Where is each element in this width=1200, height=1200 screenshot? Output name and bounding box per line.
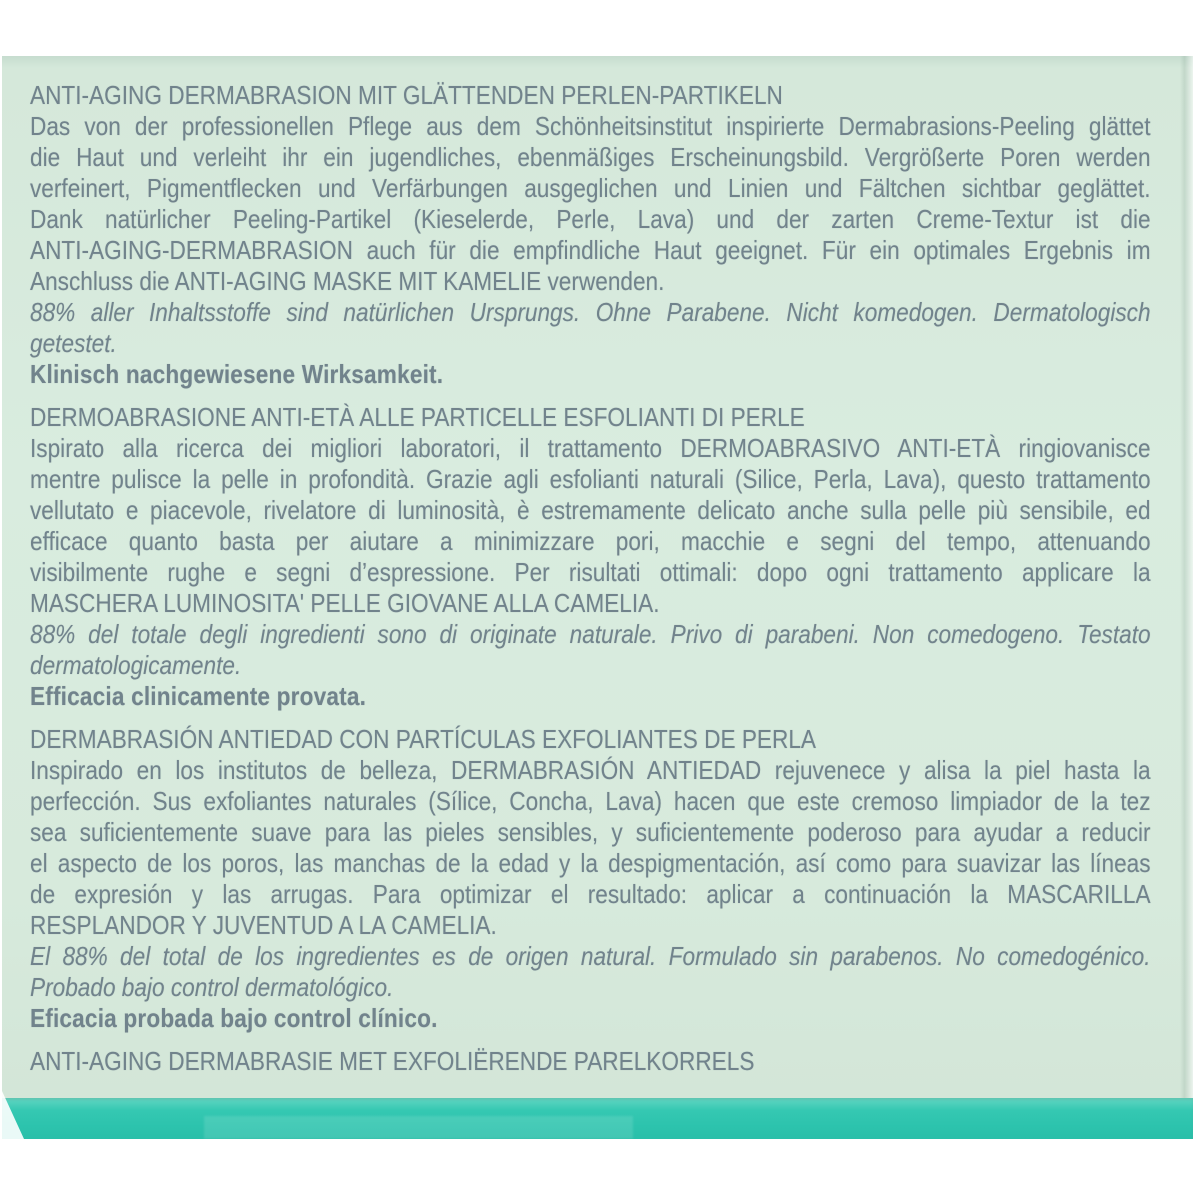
body-line: Ispirato alla ricerca dei migliori laboratori, il trattamento DERMOABRASIVO ANTI-ETÀ ringiovanisce: [30, 433, 1151, 463]
body-line: Das von der professionellen Pflege aus dem Schönheitsinstitut inspirierte Dermabrasions-Peeling glättet: [30, 111, 1151, 141]
claims-line-italic: 88% del totale degli ingredienti sono di originate naturale. Privo di parabeni. Non comedogeno. Testato: [30, 619, 1151, 649]
label-text-column: [30, 80, 1151, 1077]
efficacy-line-bold: Eficacia probada bajo control clínico.: [30, 1003, 438, 1033]
claims-line-italic: dermatologicamente.: [30, 650, 242, 680]
body-line: mentre pulisce la pelle in profondità. Grazie agli esfolianti naturali (Silice, Perla, Lava), questo trattamento: [30, 464, 1151, 494]
text-block-german: [30, 80, 1151, 390]
body-line: visibilmente rughe e segni d’espressione. Per risultati ottimali: dopo ogni trattamento applicare la: [30, 557, 1151, 587]
claims-line-italic: getestet.: [30, 328, 117, 358]
product-box-back-panel: [2, 56, 1193, 1139]
body-line: MASCHERA LUMINOSITA' PELLE GIOVANE ALLA CAMELIA.: [30, 588, 660, 618]
body-line: vellutato e piacevole, rivelatore di luminosità, è estremamente delicato anche sulla pelle più sensibile, ed: [30, 495, 1151, 525]
body-line: sea suficientemente suave para las pieles sensibles, y suficientemente poderoso para ayudar a reducir: [30, 817, 1151, 847]
claims-line-italic: 88% aller Inhaltsstoffe sind natürlichen Ursprungs. Ohne Parabene. Nicht komedogen. Dermatologisch: [30, 297, 1151, 327]
heading-spanish: DERMABRASIÓN ANTIEDAD CON PARTÍCULAS EXFOLIANTES DE PERLA: [30, 724, 817, 754]
body-line: Anschluss die ANTI-AGING MASKE MIT KAMELIE verwenden.: [30, 266, 665, 296]
claims-line-italic: Probado bajo control dermatológico.: [30, 972, 394, 1002]
box-fold-edge: [1180, 56, 1193, 1098]
text-block-italian: [30, 402, 1151, 712]
efficacy-line-bold: Efficacia clinicamente provata.: [30, 681, 367, 711]
text-block-dutch: [30, 1046, 1151, 1077]
body-line: Inspirado en los institutos de belleza, DERMABRASIÓN ANTIEDAD rejuvenece y alisa la piel hasta la: [30, 755, 1151, 785]
heading-german: ANTI-AGING DERMABRASION MIT GLÄTTENDEN PERLEN-PARTIKELN: [30, 80, 783, 110]
body-line: ANTI-AGING-DERMABRASION auch für die empfindliche Haut geeignet. Für ein optimales Ergebnis im: [30, 235, 1151, 265]
efficacy-line-bold: Klinisch nachgewiesene Wirksamkeit.: [30, 359, 444, 389]
teal-accent-band: [2, 1098, 1193, 1139]
body-line: efficace quanto basta per aiutare a minimizzare pori, macchie e segni del tempo, attenuando: [30, 526, 1151, 556]
body-line: RESPLANDOR Y JUVENTUD A LA CAMELIA.: [30, 910, 497, 940]
body-line: el aspecto de los poros, las manchas de la edad y la despigmentación, así como para suavizar las líneas: [30, 848, 1151, 878]
claims-line-italic: El 88% del total de los ingredientes es de origen natural. Formulado sin parabenos. No comedogénico.: [30, 941, 1151, 971]
body-line: die Haut und verleiht ihr ein jugendliches, ebenmäßiges Erscheinungsbild. Vergrößerte Poren werden: [30, 142, 1151, 172]
body-line: de expresión y las arrugas. Para optimizar el resultado: aplicar a continuación la MASCARILLA: [30, 879, 1151, 909]
body-line: verfeinert, Pigmentflecken und Verfärbungen ausgeglichen und Linien und Fältchen sichtbar geglättet.: [30, 173, 1151, 203]
heading-dutch: ANTI-AGING DERMABRASIE MET EXFOLIËRENDE PARELKORRELS: [30, 1046, 755, 1076]
label-panel: [2, 56, 1193, 1098]
text-block-spanish: [30, 724, 1151, 1034]
teal-band-sheen: [204, 1116, 633, 1139]
body-line: perfección. Sus exfoliantes naturales (Sílice, Concha, Lava) hacen que este cremoso limpiador de la tez: [30, 786, 1151, 816]
heading-italian: DERMOABRASIONE ANTI-ETÀ ALLE PARTICELLE ESFOLIANTI DI PERLE: [30, 402, 805, 432]
body-line: Dank natürlicher Peeling-Partikel (Kieselerde, Perle, Lava) und der zarten Creme-Textur ist die: [30, 204, 1151, 234]
